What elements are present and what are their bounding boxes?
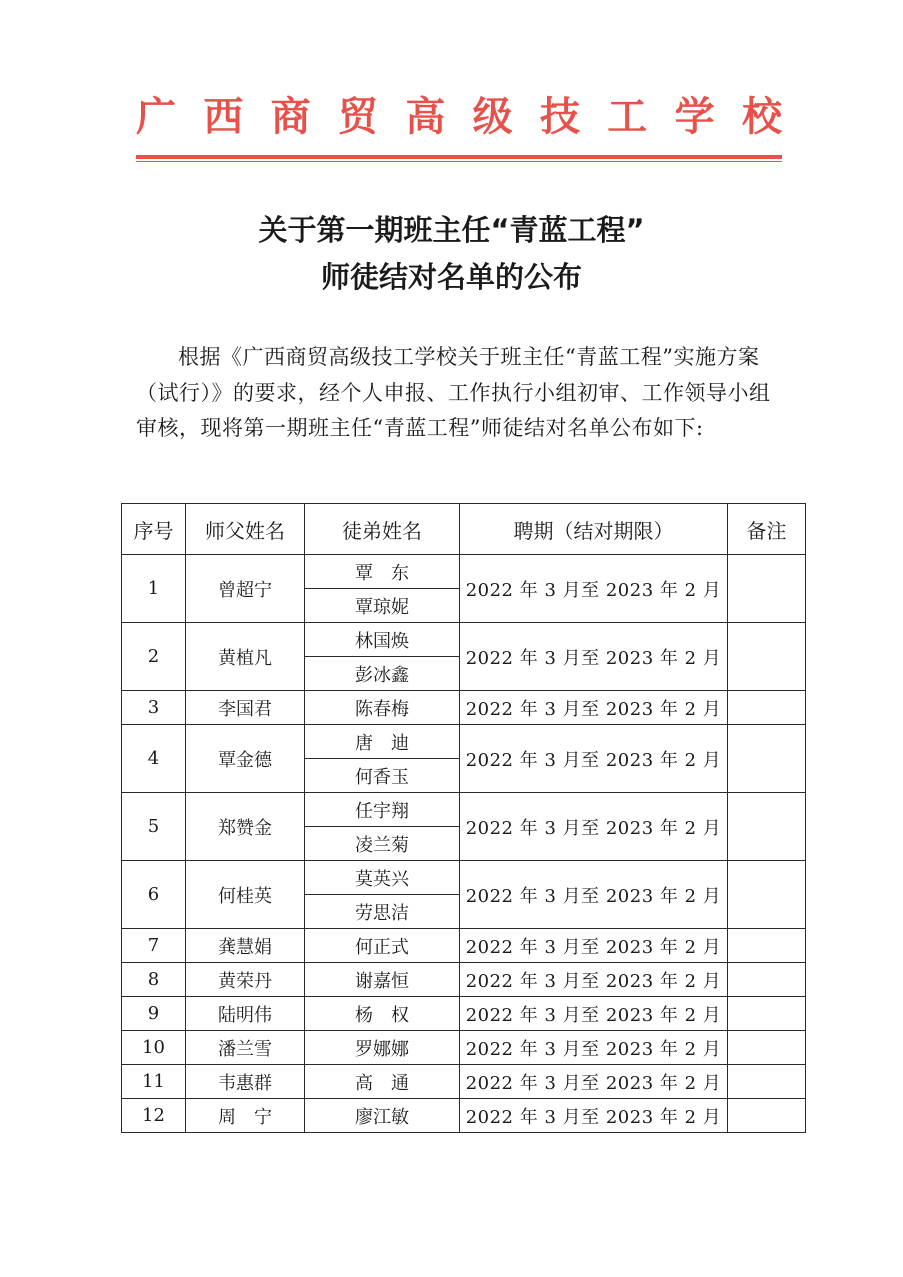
cell-apprentice: 凌兰菊	[305, 827, 460, 861]
cell-remark	[728, 997, 806, 1031]
table-header-row	[122, 504, 806, 555]
table-row	[122, 1031, 806, 1065]
cell-remark	[728, 691, 806, 725]
table-row	[122, 555, 806, 589]
cell-apprentice: 莫英兴	[305, 861, 460, 895]
document-title	[100, 207, 803, 301]
cell-remark	[728, 1065, 806, 1099]
cell-apprentice: 何正式	[305, 929, 460, 963]
letterhead-char: 校	[741, 94, 782, 140]
table-row	[122, 929, 806, 963]
cell-master: 龚慧娟	[186, 929, 305, 963]
cell-apprentice: 谢嘉恒	[305, 963, 460, 997]
table-row	[122, 725, 806, 759]
cell-index: 12	[122, 1099, 186, 1133]
cell-index: 7	[122, 929, 186, 963]
table-row	[122, 793, 806, 827]
cell-apprentice: 彭冰鑫	[305, 657, 460, 691]
letterhead-char: 技	[539, 94, 580, 140]
table-body	[122, 555, 806, 1133]
cell-remark	[728, 929, 806, 963]
cell-index: 6	[122, 861, 186, 929]
cell-master: 覃金德	[186, 725, 305, 793]
cell-period: 2022 年 3 月至 2023 年 2 月	[460, 555, 728, 623]
table-row	[122, 1065, 806, 1099]
cell-master: 李国君	[186, 691, 305, 725]
letterhead-char: 西	[203, 94, 244, 140]
cell-remark	[728, 793, 806, 861]
cell-index: 8	[122, 963, 186, 997]
cell-apprentice: 何香玉	[305, 759, 460, 793]
cell-period: 2022 年 3 月至 2023 年 2 月	[460, 1031, 728, 1065]
cell-period: 2022 年 3 月至 2023 年 2 月	[460, 929, 728, 963]
cell-master: 曾超宁	[186, 555, 305, 623]
cell-index: 11	[122, 1065, 186, 1099]
title-line-1: 关于第一期班主任“青蓝工程”	[258, 213, 645, 247]
cell-apprentice: 廖江敏	[305, 1099, 460, 1133]
letterhead-char: 工	[607, 94, 648, 140]
cell-index: 3	[122, 691, 186, 725]
header-remark: 备注	[728, 504, 806, 555]
cell-index: 5	[122, 793, 186, 861]
cell-master: 郑赞金	[186, 793, 305, 861]
letterhead-char: 贸	[337, 94, 378, 140]
cell-remark	[728, 1031, 806, 1065]
cell-apprentice: 杨 权	[305, 997, 460, 1031]
cell-period: 2022 年 3 月至 2023 年 2 月	[460, 725, 728, 793]
cell-apprentice: 劳思洁	[305, 895, 460, 929]
cell-remark	[728, 623, 806, 691]
letterhead-divider-thick	[136, 155, 782, 159]
cell-remark	[728, 555, 806, 623]
letterhead-char: 级	[472, 94, 513, 140]
cell-master: 周 宁	[186, 1099, 305, 1133]
cell-period: 2022 年 3 月至 2023 年 2 月	[460, 691, 728, 725]
cell-apprentice: 高 通	[305, 1065, 460, 1099]
cell-remark	[728, 1099, 806, 1133]
cell-apprentice: 唐 迪	[305, 725, 460, 759]
cell-index: 4	[122, 725, 186, 793]
cell-period: 2022 年 3 月至 2023 年 2 月	[460, 1099, 728, 1133]
table-row	[122, 861, 806, 895]
cell-remark	[728, 725, 806, 793]
school-letterhead	[136, 92, 782, 142]
cell-master: 陆明伟	[186, 997, 305, 1031]
letterhead-char: 商	[270, 94, 311, 140]
cell-apprentice: 任宇翔	[305, 793, 460, 827]
cell-period: 2022 年 3 月至 2023 年 2 月	[460, 963, 728, 997]
cell-period: 2022 年 3 月至 2023 年 2 月	[460, 623, 728, 691]
cell-master: 何桂英	[186, 861, 305, 929]
title-line-2: 师徒结对名单的公布	[320, 260, 582, 294]
cell-master: 黄植凡	[186, 623, 305, 691]
table-row	[122, 623, 806, 657]
cell-period: 2022 年 3 月至 2023 年 2 月	[460, 793, 728, 861]
cell-master: 韦惠群	[186, 1065, 305, 1099]
cell-master: 黄荣丹	[186, 963, 305, 997]
cell-index: 9	[122, 997, 186, 1031]
letterhead-char: 学	[674, 94, 715, 140]
cell-index: 1	[122, 555, 186, 623]
cell-master: 潘兰雪	[186, 1031, 305, 1065]
pairing-table	[121, 503, 806, 1133]
cell-apprentice: 林国焕	[305, 623, 460, 657]
body-paragraph: 根据《广西商贸高级技工学校关于班主任“青蓝工程”实施方案（试行）》的要求，经个人申报、工作执行小组初审、工作领导小组审核，现将第一期班主任“青蓝工程”师徒结对名单公布如下:	[136, 345, 771, 440]
table-row	[122, 963, 806, 997]
letterhead-char: 高	[405, 94, 446, 140]
cell-index: 10	[122, 1031, 186, 1065]
table-row	[122, 1099, 806, 1133]
cell-remark	[728, 963, 806, 997]
cell-period: 2022 年 3 月至 2023 年 2 月	[460, 1065, 728, 1099]
cell-apprentice: 罗娜娜	[305, 1031, 460, 1065]
header-period: 聘期（结对期限）	[460, 504, 728, 555]
letterhead-divider-thin	[136, 161, 782, 162]
cell-index: 2	[122, 623, 186, 691]
table-row	[122, 691, 806, 725]
cell-apprentice: 陈春梅	[305, 691, 460, 725]
header-master: 师父姓名	[186, 504, 305, 555]
header-apprentice: 徒弟姓名	[305, 504, 460, 555]
cell-remark	[728, 861, 806, 929]
table-row	[122, 997, 806, 1031]
cell-period: 2022 年 3 月至 2023 年 2 月	[460, 997, 728, 1031]
cell-period: 2022 年 3 月至 2023 年 2 月	[460, 861, 728, 929]
letterhead-char: 广	[136, 94, 176, 140]
cell-apprentice: 覃 东	[305, 555, 460, 589]
header-index: 序号	[122, 504, 186, 555]
cell-apprentice: 覃琼妮	[305, 589, 460, 623]
